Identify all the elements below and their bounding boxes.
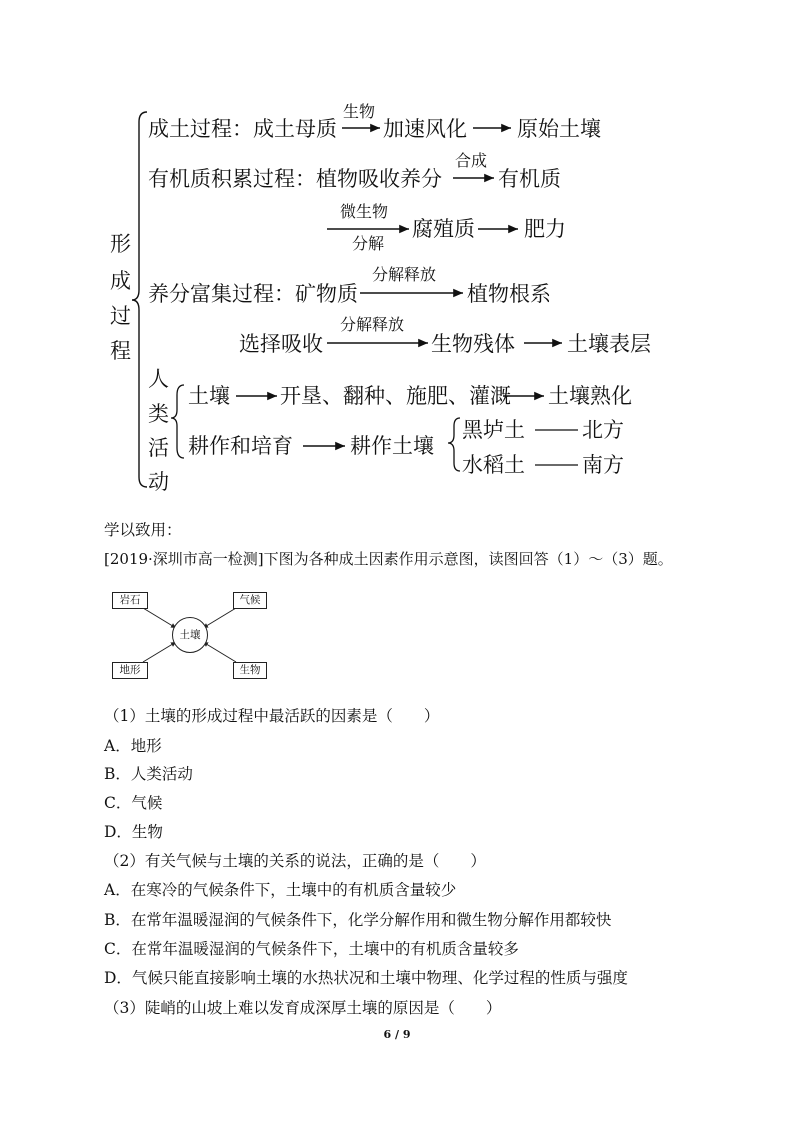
row7-mid: 耕作土壤 xyxy=(350,434,434,458)
human-label-0: 人 xyxy=(148,367,169,391)
soil-center-node: 土壤 xyxy=(172,617,208,653)
factor-terrain: 地形 xyxy=(112,662,148,679)
human-label-3: 动 xyxy=(148,470,169,494)
question-2-stem: （2）有关气候与土壤的关系的说法，正确的是（ ） xyxy=(104,852,486,870)
row5-head: 选择吸收 xyxy=(239,332,323,356)
row5-mid: 生物残体 xyxy=(431,332,515,356)
row3-end: 肥力 xyxy=(524,217,566,241)
section-title: 学以致用： xyxy=(104,521,182,539)
factor-biology: 生物 xyxy=(233,662,267,679)
row4-head: 养分富集过程：矿物质 xyxy=(148,282,358,306)
question-2-option-a: A．在寒冷的气候条件下，土壤中的有机质含量较少 xyxy=(104,881,457,899)
soil-type-name-north: 黑垆土 xyxy=(462,418,525,442)
human-label-2: 活 xyxy=(148,436,169,460)
question-2-option-d: D．气候只能直接影响土壤的水热状况和土壤中物理、化学过程的性质与强度 xyxy=(104,969,628,987)
row2-head: 有机质积累过程：植物吸收养分 xyxy=(148,167,442,191)
row3-arrow-bottom: 分解 xyxy=(352,234,385,253)
row4-end: 植物根系 xyxy=(467,282,551,306)
page-number: 6 / 9 xyxy=(383,1028,411,1041)
vertical-label-0: 形 xyxy=(110,232,131,256)
row1-head: 成土过程：成土母质 xyxy=(148,117,337,141)
row3-mid: 腐殖质 xyxy=(412,217,475,241)
human-label-1: 类 xyxy=(148,402,169,426)
question-1-stem: （1）土壤的形成过程中最活跃的因素是（ ） xyxy=(104,707,440,725)
soil-type-region-north: 北方 xyxy=(582,418,624,442)
row7-head: 耕作和培育 xyxy=(188,434,293,458)
vertical-label-1: 成 xyxy=(110,269,131,293)
soil-type-region-south: 南方 xyxy=(582,453,624,477)
row6-end: 土壤熟化 xyxy=(548,384,632,408)
question-1-option-b: B．人类活动 xyxy=(104,765,193,783)
question-1-option-d: D．生物 xyxy=(104,823,163,841)
question-1-option-c: C．气候 xyxy=(104,794,163,812)
row1-arrow-label: 生物 xyxy=(343,102,376,121)
factor-rock: 岩石 xyxy=(112,592,148,609)
question-1-option-a: A．地形 xyxy=(104,737,162,755)
factor-climate: 气候 xyxy=(233,592,267,609)
question-2-option-c: C．在常年温暖湿润的气候条件下，土壤中的有机质含量较多 xyxy=(104,940,519,958)
row4-arrow-label: 分解释放 xyxy=(372,265,437,284)
soil-type-name-south: 水稻土 xyxy=(462,453,525,477)
question-2-option-b: B．在常年温暖湿润的气候条件下，化学分解作用和微生物分解作用都较快 xyxy=(104,911,612,929)
question-3-stem: （3）陡峭的山坡上难以发育成深厚土壤的原因是（ ） xyxy=(104,999,502,1017)
vertical-label-3: 程 xyxy=(110,339,131,363)
row3-arrow-top: 微生物 xyxy=(340,202,389,221)
row1-mid: 加速风化 xyxy=(383,117,467,141)
vertical-label-2: 过 xyxy=(110,304,131,328)
row6-mid: 开垦、翻种、施肥、灌溉 xyxy=(280,384,511,408)
row2-arrow-label: 合成 xyxy=(455,151,488,170)
row5-arrow-label: 分解释放 xyxy=(340,315,405,334)
question-intro: [2019·深圳市高一检测]下图为各种成土因素作用示意图，读图回答（1）～（3）题。 xyxy=(104,550,673,568)
row6-head: 土壤 xyxy=(188,384,230,408)
row1-end: 原始土壤 xyxy=(517,117,601,141)
row2-end: 有机质 xyxy=(498,167,561,191)
row5-end: 土壤表层 xyxy=(567,332,651,356)
